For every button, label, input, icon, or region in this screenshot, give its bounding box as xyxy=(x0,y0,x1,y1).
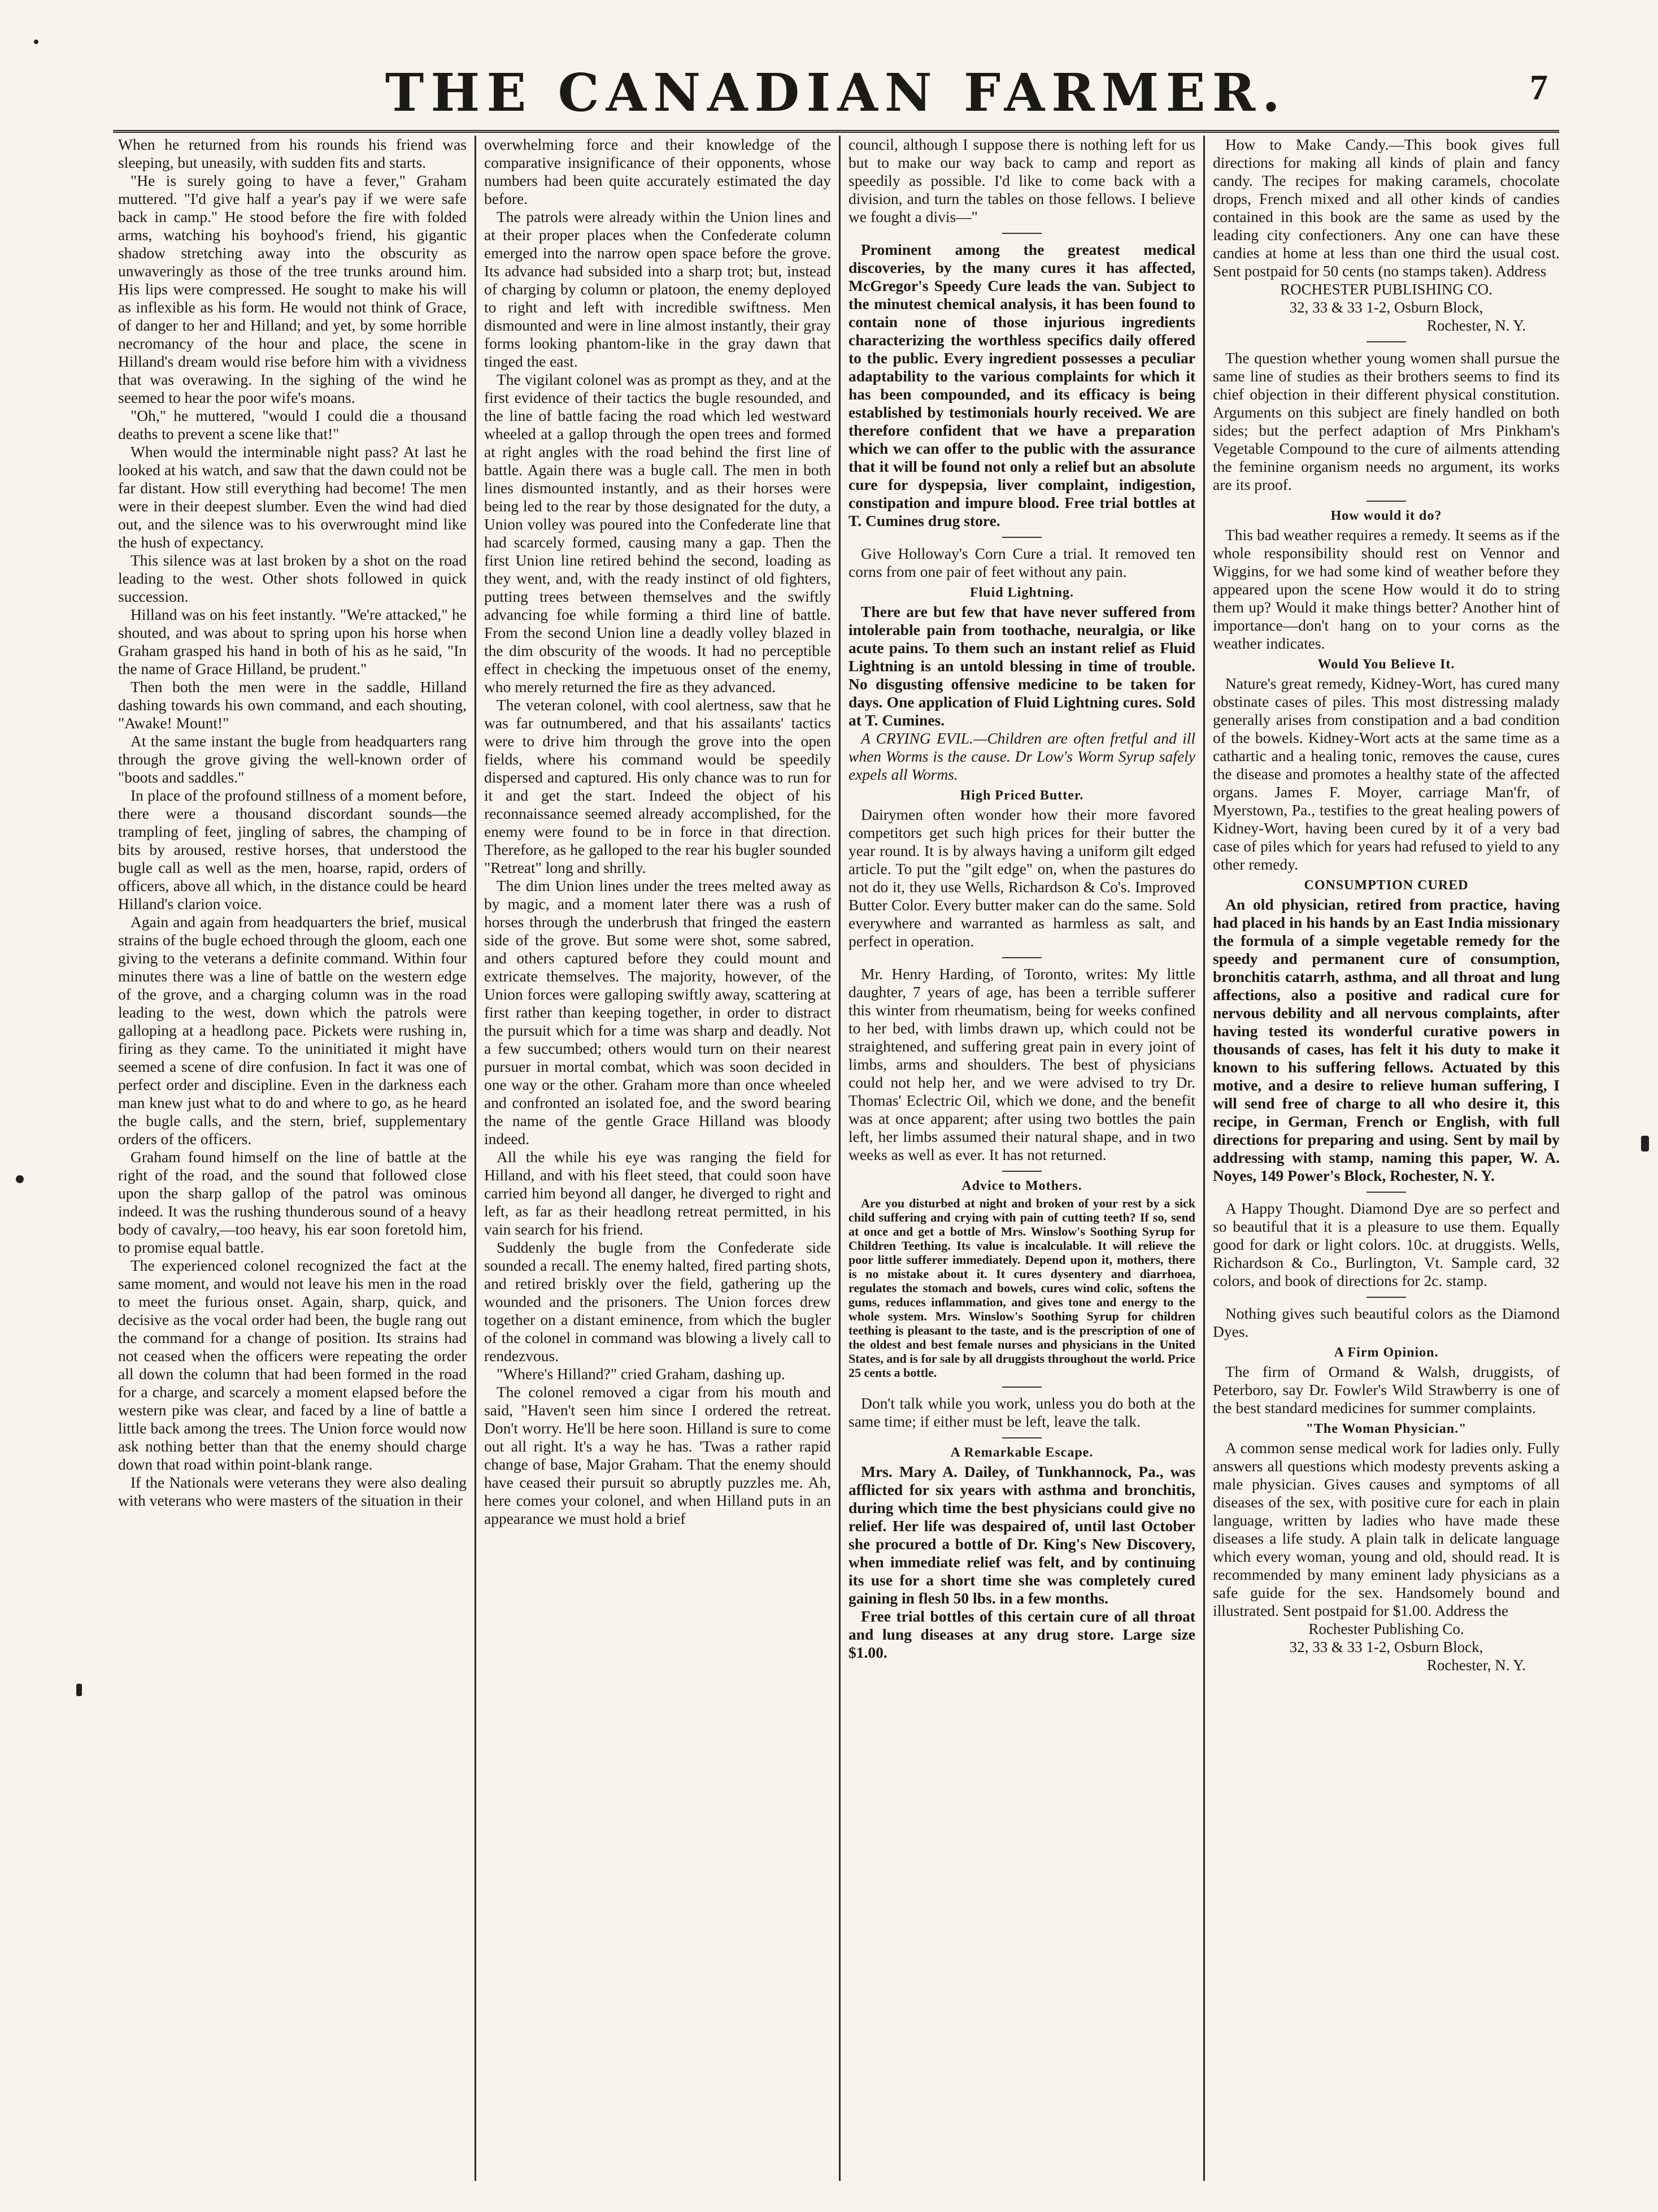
story-paragraph: When would the interminable night pass? At last he looked at his watch, and saw that the dawn could not be far distant. How still everything had become! The men were in their deepest slumber. Even the wind had died out, and the silence was to his overwrought mind like the hush of expectancy. xyxy=(118,443,467,551)
story-paragraph: council, although I suppose there is nothing left for us but to make our way back to camp and report as speedily as possible. I'd like to come back with a division, and turn the tables on those fellows. I believe we fought a divis—" xyxy=(848,136,1195,225)
ad-firm-opinion: The firm of Ormand & Walsh, druggists, of Peterboro, say Dr. Fowler's Wild Strawberry is one of the best standard medicines for summer complaints. xyxy=(1213,1363,1560,1416)
ad-heading: How would it do? xyxy=(1330,509,1442,523)
ad-kidney-wort: Nature's great remedy, Kidney-Wort, has cured many obstinate cases of piles. This most distressing malady generally arises from constipation and a bad condition of the bowels. Kidney-Wort acts at the same time as a cathartic and a healing tonic, removes the cause, cures the disease and promotes a healthy state of the affected organs. James F. Moyer, carriage Man'fr, of Myerstown, Pa., testifies to the great healing powers of Kidney-Wort, having been cured by it of a very bad case of piles which for years had refused to yield to any other remedy. xyxy=(1213,675,1560,873)
divider xyxy=(1367,341,1406,342)
story-paragraph: Graham found himself on the line of battle at the right of the road, and the sound that followed close upon the sharp gallop of the patrol was ominous indeed. It was the rushing thunderous sound of a heavy body of cavalry,—too heavy, his ear soon foretold him, to promise equal battle. xyxy=(118,1148,467,1256)
ink-speck xyxy=(16,1175,24,1183)
ad-candy: How to Make Candy.—This book gives full directions for making all kinds of plain and fancy candy. The recipes for making caramels, chocolate drops, French mixed and all other kinds of candies contained in this book are the same as used by the leading city confectioners. Any one can have these candies at home at less than one third the usual cost. Sent postpaid for 50 cents (no stamps taken). Address xyxy=(1213,136,1560,280)
story-paragraph: The dim Union lines under the trees melted away as by magic, and a moment later there was a rush of horses through the underbrush that fringed the eastern side of the grove. But some were shot, some sabred, and others captured before they could mount and extricate themselves. The majority, however, of the Union forces were galloping swiftly away, scattering at first rather than keeping together, in order to distract the pursuit which for a time was sharp and deadly. Not a few succumbed; others would turn on their nearest pursuer in mortal combat, which was soon decided in one way or the other. Graham more than once wheeled and confronted an isolated foe, and the sword bearing the name of the gentle Grace Hilland was bloody indeed. xyxy=(484,877,831,1148)
story-paragraph: "Where's Hilland?" cried Graham, dashing up. xyxy=(497,1365,785,1383)
story-paragraph: This silence was at last broken by a shot on the road leading to the west. Other shots followed in quick succession. xyxy=(118,551,467,605)
ad-heading: A Firm Opinion. xyxy=(1334,1345,1439,1360)
ad-consumption: An old physician, retired from practice, having had placed in his hands by an East India missionary the formula of a simple vegetable remedy for the speedy and permanent cure of consumption, bronchitis catarrh, asthma, and all throat and lung affections, also a positive and radical cure for nervous debility and all nervous complaints, after having tested its wonderful curative powers in thousands of cases, has felt it his duty to make it known to his suffering fellows. Actuated by this motive, and a desire to relieve human suffering, I will send free of charge to all who desire it, this recipe, in German, French or English, with full directions for preparing and using. Sent by mail by addressing with stamp, naming this paper, W. A. Noyes, 149 Power's Block, Rochester, N. Y. xyxy=(1213,896,1560,1184)
columns xyxy=(110,136,1568,2181)
story-paragraph: "Oh," he muttered, "would I could die a thousand deaths to prevent a scene like that!" xyxy=(118,407,467,442)
ad-heading: "The Woman Physician." xyxy=(1305,1422,1467,1436)
address-block xyxy=(1213,280,1560,334)
story-paragraph: Again and again from headquarters the brief, musical strains of the bugle echoed through the gloom, each one giving to the veterans a definite command. Within four minutes there was a line of battle on the western edge of the grove, and a charging column was in the road leading to the west, down which the patrols were galloping at a headlong pace. Pickets were rushing in, firing as they came. To the uninitiated it might have seemed a scene of dire confusion. In fact it was one of perfect order and discipline. Even in the darkness each man knew just what to do and where to go, as he heard the bugle calls, and the stern, brief, supplementary orders of the officers. xyxy=(118,913,467,1148)
ad-pinkham: The question whether young women shall pursue the same line of studies as their brothers seems to find its chief objection in their different physical constitution. Arguments on this subject are finely handled on both sides; but the perfect adaption of Mrs Pinkham's Vegetable Compound to the cure of ailments attending the feminine organism needs no argument, its works are its proof. xyxy=(1213,349,1560,493)
story-paragraph: When he returned from his rounds his friend was sleeping, but uneasily, with sudden fits and starts. xyxy=(118,136,467,171)
address-block xyxy=(1213,1620,1560,1674)
column-3 xyxy=(839,136,1203,2181)
story-paragraph: Hilland was on his feet instantly. "We're attacked," he shouted, and was about to spring upon his horse when Graham grasped his hand in both of his as he said, "In the name of Grace Hilland, be prudent." xyxy=(118,606,467,677)
divider xyxy=(1002,537,1042,538)
story-paragraph: The veteran colonel, with cool alertness, saw that he was far outnumbered, and that his assailants' tactics were to drive him through the grove into the open fields, where his command would be speedily dispersed and captured. His only chance was to run for it and get the start. Indeed the object of his reconnaissance seemed already accomplished, for the enemy were found to be in force in that direction. Therefore, as he galloped to the rear his bugler sounded "Retreat" long and shrilly. xyxy=(484,696,831,876)
ink-speck xyxy=(34,40,38,44)
divider xyxy=(1367,1297,1406,1298)
ad-heading: High Priced Butter. xyxy=(960,788,1084,803)
column-2 xyxy=(475,136,839,2181)
ad-woman-physician: A common sense medical work for ladies only. Fully answers all questions which modesty prevents asking a male physician. Gives causes and symptoms of all diseases of the sex, with positive cure for each in plain language, written by ladies who have made these diseases a life study. A plain talk in delicate language which every woman, young and old, should read. It is recommended by many eminent lady physicians as a safe guide for the sex. Handsomely bound and illustrated. Sent postpaid for $1.00. Address the xyxy=(1213,1439,1560,1619)
ink-speck xyxy=(1641,1136,1649,1151)
address-line: Rochester Publishing Co. xyxy=(1308,1620,1464,1637)
ad-holloway: Give Holloway's Corn Cure a trial. It removed ten corns from one pair of feet without any pain. xyxy=(848,545,1195,580)
divider xyxy=(1002,957,1042,958)
ad-heading: Fluid Lightning. xyxy=(969,585,1074,600)
masthead xyxy=(113,62,1559,133)
story-paragraph: All the while his eye was ranging the field for Hilland, and with his fleet steed, that could soon have carried him beyond all danger, he diverged to right and left, as far as their headlong retreat permitted, in his vain search for his friend. xyxy=(484,1148,831,1238)
divider xyxy=(1002,1437,1042,1439)
divider xyxy=(1002,233,1042,234)
ad-remarkable-escape: Mrs. Mary A. Dailey, of Tunkhannock, Pa., was afflicted for six years with asthma and bronchitis, during which time the best physicians could give no relief. Her life was despaired of, until last October she procured a bottle of Dr. King's New Discovery, when immediate relief was felt, and by continuing its use for a short time she was completely cured gaining in flesh 50 lbs. in a few months. xyxy=(848,1463,1195,1607)
address-line: ROCHESTER PUBLISHING CO. xyxy=(1280,281,1492,298)
divider xyxy=(1367,1192,1406,1193)
story-paragraph: "He is surely going to have a fever," Graham muttered. "I'd give half a year's pay if we were safe back in camp." He stood before the fire with folded arms, watching his boyhood's friend, his gigantic shadow stretching away into the obscurity as unwaveringly as those of the tree trunks around him. His lips were compressed. He sought to make his will as inflexible as his form. He would not think of Grace, of danger to her and Hilland; and yet, by some horrible necromancy of the hour and place, the scene in Hilland's dream would rise before him with a vividness that was overawing. In the sighing of the wind he seemed to hear the poor wife's moans. xyxy=(118,172,467,406)
address-line: Rochester, N. Y. xyxy=(1426,317,1526,334)
ad-fluid-lightning: There are but few that have never suffered from intolerable pain from toothache, neuralgia, or like acute pains. To them such an instant relief as Fluid Lightning is an untold blessing in time of trouble. No disgusting offensive medicine to be taken for days. One application of Fluid Lightning cures. Sold at T. Cumines. xyxy=(848,603,1195,729)
column-4 xyxy=(1203,136,1568,2181)
address-line: 32, 33 & 33 1-2, Osburn Block, xyxy=(1289,299,1483,316)
story-paragraph: Then both the men were in the saddle, Hilland dashing towards his own command, and each shouting, "Awake! Mount!" xyxy=(118,678,467,732)
story-paragraph: The patrols were already within the Union lines and at their proper places when the Confederate column emerged into the narrow open space before the grove. Its advance had subsided into a sharp trot; but, instead of charging by column or platoon, the enemy deployed to right and left with incredible swiftness. Men dismounted and were in line almost instantly, their gray forms looking phantom-like in the gray dawn that tinged the east. xyxy=(484,208,831,370)
ad-mothers: Are you disturbed at night and broken of your rest by a sick child suffering and crying with pain of cutting teeth? If so, send at once and get a bottle of Mrs. Winslow's Soothing Syrup for Children Teething. Its value is incalculable. It will relieve the poor little sufferer immediately. Depend upon it, mothers, there is no mistake about it. It cures dysentery and diarrhoea, regulates the stomach and bowels, cures wind colic, softens the gums, reduces inflammation, and gives tone and energy to the whole system. Mrs. Winslow's Soothing Syrup for children teething is pleasant to the taste, and is the prescription of one of the oldest and best female nurses and physicians in the United States, and is for sale by all druggists throughout the world. Price 25 cents a bottle. xyxy=(848,1196,1195,1380)
divider xyxy=(1002,1171,1042,1172)
ad-heading: A Remarkable Escape. xyxy=(950,1445,1094,1460)
story-paragraph: If the Nationals were veterans they were also dealing with veterans who were masters of the situation in their xyxy=(118,1474,467,1509)
address-line: Rochester, N. Y. xyxy=(1426,1657,1526,1674)
ad-free-trial: Free trial bottles of this certain cure of all throat and lung diseases at any drug store. Large size $1.00. xyxy=(848,1607,1195,1661)
ad-butter: Dairymen often wonder how their more favored competitors get such high prices for their butter the year round. It is by always having a uniform gilt edged article. To put the "gilt edge" on, when the pastures do not do it, they use Wells, Richardson & Co's. Improved Butter Color. Every butter maker can do the same. Sold everywhere and warranted as harmless as salt, and perfect in operation. xyxy=(848,806,1195,950)
ad-heading: Would You Believe It. xyxy=(1317,657,1455,672)
address-line: 32, 33 & 33 1-2, Osburn Block, xyxy=(1289,1639,1483,1655)
ad-speedy-cure: Prominent among the greatest medical discoveries, by the many cures it has affected, McGregor's Speedy Cure leads the van. Subject to the minutest chemical analysis, it has been found to contain none of those injurious ingredients characterizing the worthless specifics daily offered to the public. Every ingredient possesses a peculiar adaptability to the various complaints for which it has been compounded, and its efficacy is being established by testimonials hourly received. We are therefore confident that we have a preparation which we can offer to the public with the assurance that it will be found not only a relief but an absolute cure for dyspepsia, liver complaint, indigestion, constipation and impure blood. Free trial bottles at T. Cumines drug store. xyxy=(848,241,1195,529)
ad-dont-talk: Don't talk while you work, unless you do both at the same time; if either must be left, leave the talk. xyxy=(848,1394,1195,1430)
ad-heading: Advice to Mothers. xyxy=(961,1179,1082,1193)
divider xyxy=(1367,501,1406,502)
story-paragraph: In place of the profound stillness of a moment before, there were a thousand discordant sounds—the trampling of feet, jingling of sabres, the champing of bits by aroused, restive horses, that understood the bugle call as well as the men, hoarse, rapid, orders of officers, above all which, in the distance could be heard Hilland's clarion voice. xyxy=(118,786,467,912)
story-paragraph: At the same instant the bugle from headquarters rang through the grove giving the well-known order of "boots and saddles." xyxy=(118,732,467,786)
newspaper-title: THE CANADIAN FARMER. xyxy=(385,62,1287,123)
page-number: 7 xyxy=(1530,67,1548,107)
ad-weather: This bad weather requires a remedy. It seems as if the whole responsibility should rest on Vennor and Wiggins, for we had some kind of weather before they appeared upon the scene How would it do to string them up? Would it make things better? Another hint of importance—don't hang on to your corns as the weather indicates. xyxy=(1213,526,1560,652)
story-paragraph: overwhelming force and their knowledge of the comparative insignificance of their opponents, whose numbers had been quite accurately estimated the day before. xyxy=(484,136,831,207)
ad-crying-evil: A CRYING EVIL.—Children are often fretful and ill when Worms is the cause. Dr Low's Worm Syrup safely expels all Worms. xyxy=(848,729,1195,783)
story-paragraph: The experienced colonel recognized the fact at the same moment, and would not leave his men in the road to meet the furious onset. Again, sharp, quick, and decisive as the vocal order had been, the bugle rang out the command for a change of position. Its strains had not ceased when the officers were repeating the order all down the column that had been formed in the road for a charge, and scarcely a moment elapsed before the western pike was clear, and faced by a line of battle a little back among the trees. The Union force would now ask nothing better than that the enemy should charge down that road within point-blank range. xyxy=(118,1257,467,1473)
story-paragraph: Suddenly the bugle from the Confederate side sounded a recall. The enemy halted, fired parting shots, and retired briskly over the field, gathering up the wounded and the prisoners. The Union forces drew together on a distant eminence, from which the bugler of the colonel in command was blowing a lively call to rendezvous. xyxy=(484,1238,831,1364)
column-1 xyxy=(110,136,475,2181)
ad-nothing: Nothing gives such beautiful colors as the Diamond Dyes. xyxy=(1213,1305,1560,1340)
ad-diamond-dye: A Happy Thought. Diamond Dye are so perfect and so beautiful that it is a pleasure to use them. Equally good for dark or light colors. 10c. at druggists. Wells, Richardson & Co., Burlington, Vt. Sample card, 32 colors, and book of directions for 2c. stamp. xyxy=(1213,1200,1560,1289)
ad-heading: CONSUMPTION CURED xyxy=(1304,878,1469,893)
story-paragraph: The vigilant colonel was as prompt as they, and at the first evidence of their tactics the bugle resounded, and the line of battle facing the road which led westward wheeled at a gallop through the open trees and formed at right angles with the road behind the first line of battle. Again there was a bugle call. The men in both lines dismounted instantly, and as their horses were being led to the rear by those designated for the duty, a Union volley was poured into the Confederate line that had scarcely formed, causing many a gap. Then the first Union line retired behind the second, loading as they went, and, with the ready instinct of old fighters, putting trees between themselves and the swiftly advancing foe while forming a third line of battle. From the second Union line a deadly volley blazed in the dim obscurity of the woods. It had no perceptible effect in checking the impetuous onset of the enemy, who merely returned the fire as they advanced. xyxy=(484,371,831,696)
divider xyxy=(1002,1387,1042,1388)
ad-harding: Mr. Henry Harding, of Toronto, writes: My little daughter, 7 years of age, has been a terrible sufferer this winter from rheumatism, being for weeks confined to her bed, with limbs drawn up, which could not be straightened, and suffering great pain in every joint of limbs, arms and shoulders. The best of physicians could not help her, and we were advised to try Dr. Thomas' Eclectric Oil, which we done, and the benefit was at once apparent; after using two bottles the pain left, her limbs assumed their natural shape, and in two weeks as well as ever. It has not returned. xyxy=(848,965,1195,1163)
story-paragraph: The colonel removed a cigar from his mouth and said, "Haven't seen him since I ordered the retreat. Don't worry. He'll be here soon. Hilland is sure to come out all right. It's a way he has. 'Twas a rather rapid change of base, Major Graham. That the enemy should have ceased their pursuit so abruptly puzzles me. Ah, here comes your colonel, and when Hilland puts in an appearance we must hold a brief xyxy=(484,1383,831,1527)
ink-speck xyxy=(76,1684,82,1696)
